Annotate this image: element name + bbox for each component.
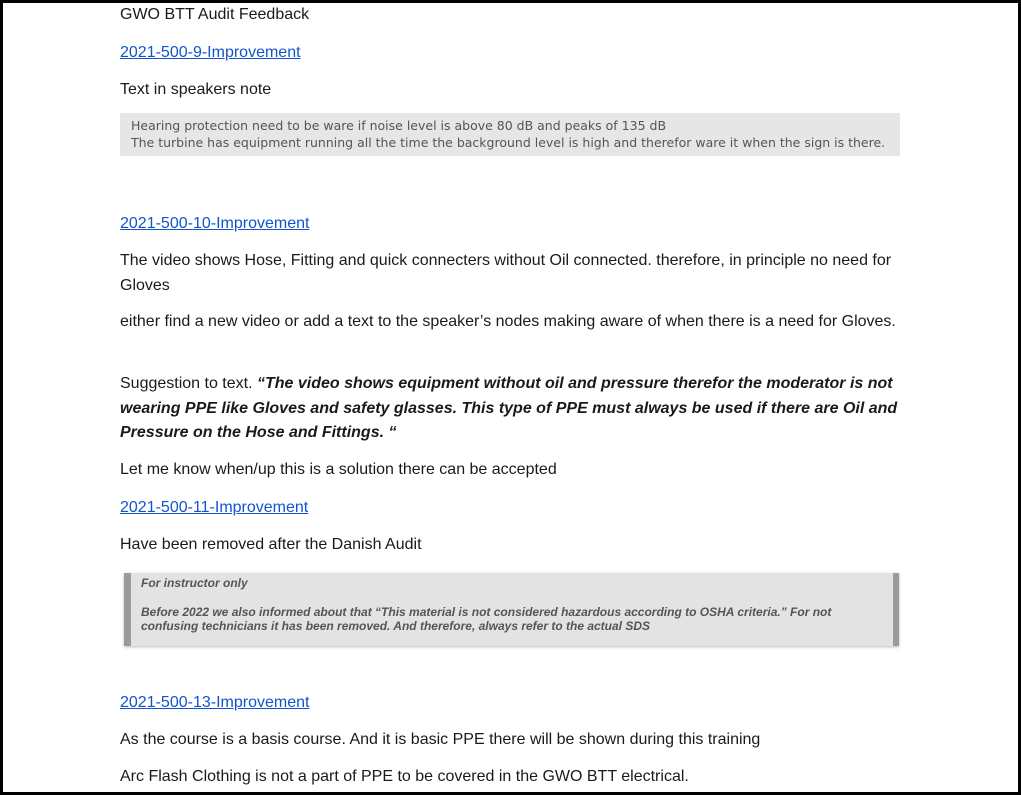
link-2021-500-13[interactable]: 2021-500-13-Improvement — [120, 694, 310, 711]
item-10-suggestion — [120, 372, 910, 446]
document-heading: GWO BTT Audit Feedback — [120, 6, 310, 23]
item-13-paragraph-1: As the course is a basis course. And it is basic PPE there will be shown during this training — [120, 731, 761, 748]
item-10-paragraph-2: either find a new video or add a text to the speaker’s nodes making aware of when there is a need for Gloves. — [120, 313, 896, 330]
speaker-note-screenshot — [120, 113, 900, 156]
instructor-note-body: Before 2022 we also informed about that “This material is not considered hazardous according to OSHA criteria.” For not confusing technicians it has been removed. And therefore, always refer to the actual SDS — [141, 604, 832, 633]
link-2021-500-10[interactable]: 2021-500-10-Improvement — [120, 215, 310, 232]
instructor-note-title: For instructor only — [141, 576, 248, 590]
item-9-text: Text in speakers note — [120, 81, 272, 98]
item-10-paragraph-1: The video shows Hose, Fitting and quick connecters without Oil connected. therefore, in principle no need for Gloves — [120, 252, 892, 294]
item-13-paragraph-2: Arc Flash Clothing is not a part of PPE to be covered in the GWO BTT electrical. — [120, 768, 689, 785]
suggestion-prefix: Suggestion to text. — [120, 375, 257, 392]
link-2021-500-11[interactable]: 2021-500-11-Improvement — [120, 499, 309, 516]
link-2021-500-9[interactable]: 2021-500-9-Improvement — [120, 44, 301, 61]
item-10-paragraph-4: Let me know when/up this is a solution there can be accepted — [120, 461, 557, 478]
suggestion-quote: “The video shows equipment without oil and pressure therefor the moderator is not wearing PPE like Gloves and safety glasses. This type of PPE must always be used if there are Oil and Pressure on the Hose and Fittings. “ — [120, 375, 898, 441]
speaker-note-line-2: The turbine has equipment running all the time the background level is high and therefor ware it when the sign is there. — [131, 135, 886, 150]
speaker-note-line-1: Hearing protection need to be ware if noise level is above 80 dB and peaks of 135 dB — [131, 118, 667, 133]
instructor-note-screenshot — [124, 573, 899, 646]
item-11-text: Have been removed after the Danish Audit — [120, 536, 422, 553]
